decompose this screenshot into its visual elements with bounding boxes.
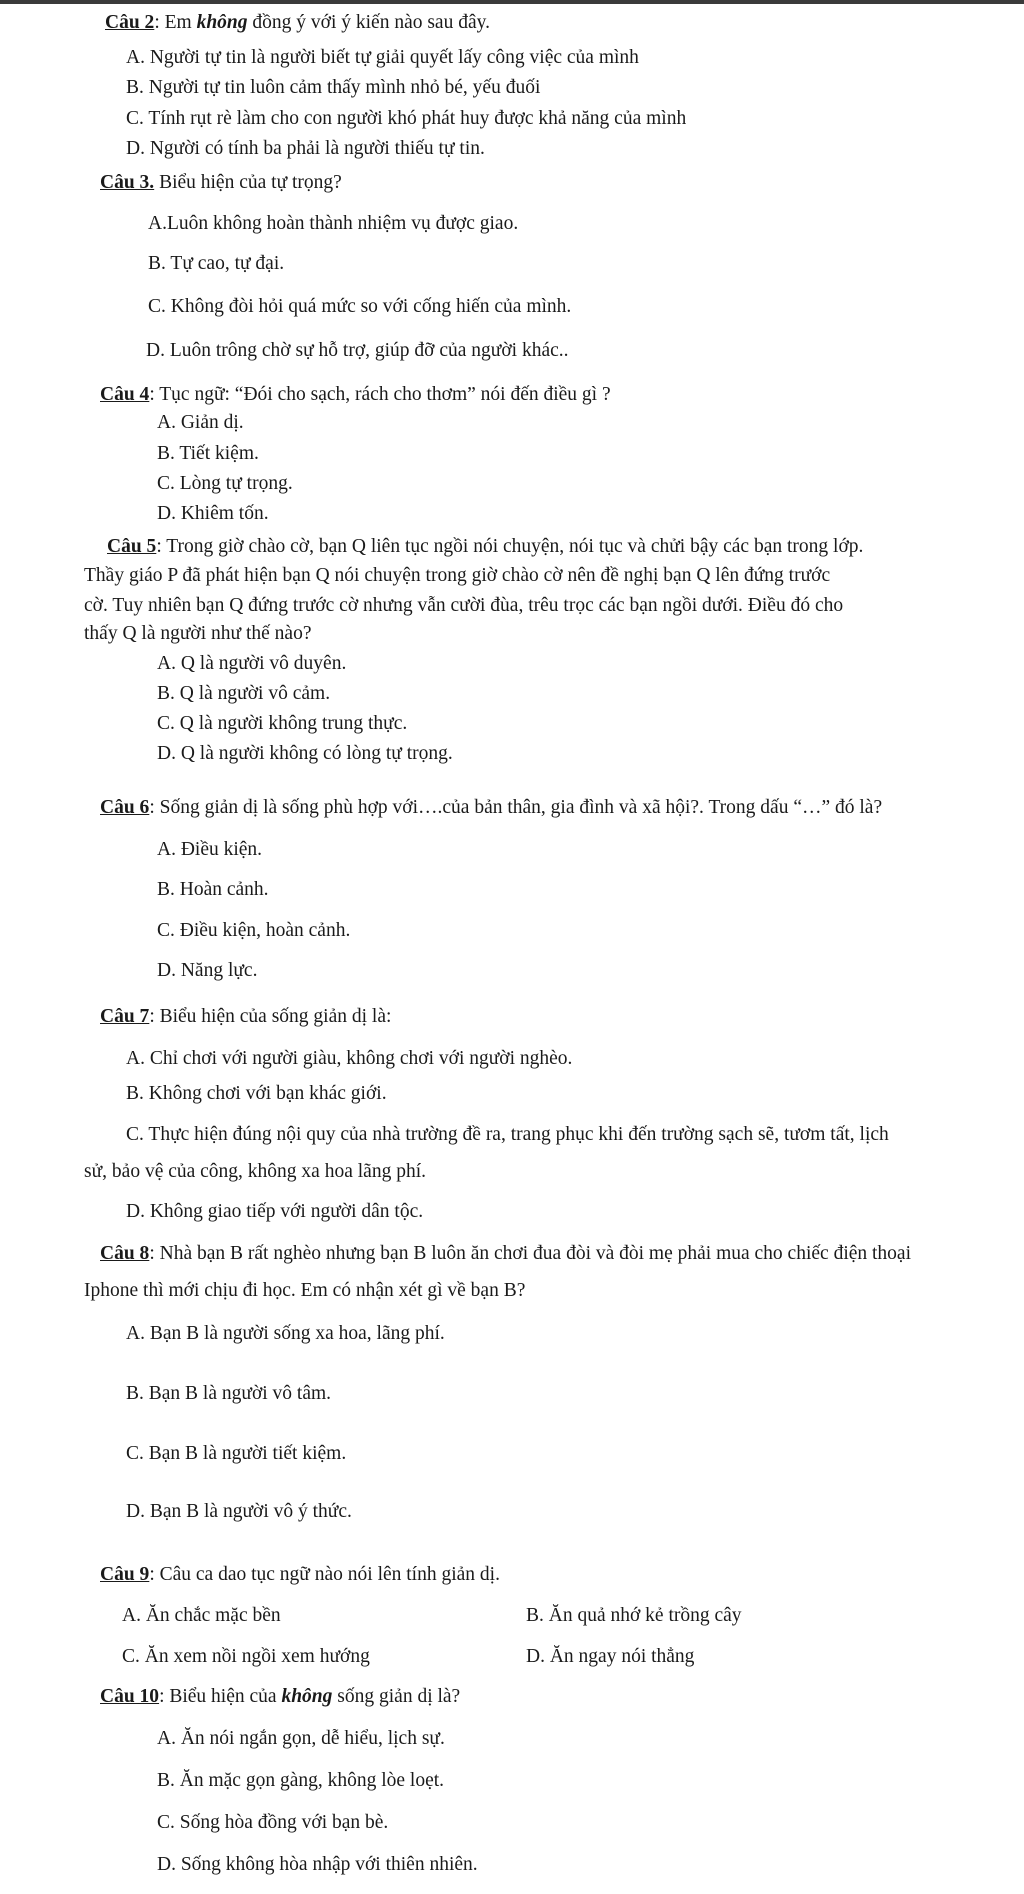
question-5-stem-line-1: Câu 5: Trong giờ chào cờ, bạn Q liên tục ngồi nói chuyện, nói tục và chửi bậy các bạn trong lớp. bbox=[107, 536, 864, 557]
question-3-option-b: B. Tự cao, tự đại. bbox=[148, 253, 285, 274]
top-border bbox=[0, 0, 1024, 4]
question-4-option-c: C. Lòng tự trọng. bbox=[157, 473, 293, 494]
emphasis-word: không bbox=[196, 12, 248, 33]
question-7-option-c-continued: sử, bảo vệ của công, không xa hoa lãng phí. bbox=[84, 1161, 426, 1182]
question-5-option-a: A. Q là người vô duyên. bbox=[157, 653, 347, 674]
question-3-stem: Câu 3. Biểu hiện của tự trọng? bbox=[100, 172, 342, 193]
question-6-stem: Câu 6: Sống giản dị là sống phù hợp với….của bản thân, gia đình và xã hội?. Trong dấu “…” đó là? bbox=[100, 797, 883, 818]
question-label: Câu 3. bbox=[100, 172, 155, 193]
question-5-stem-line-2: Thầy giáo P đã phát hiện bạn Q nói chuyện trong giờ chào cờ nên đề nghị bạn Q lên đứng trước bbox=[84, 565, 831, 586]
question-5-stem-line-4: thấy Q là người như thế nào? bbox=[84, 623, 312, 644]
question-label: Câu 9 bbox=[100, 1564, 150, 1585]
question-5-option-b: B. Q là người vô cảm. bbox=[157, 683, 331, 704]
question-8-option-c: C. Bạn B là người tiết kiệm. bbox=[126, 1443, 347, 1464]
question-6-option-d: D. Năng lực. bbox=[157, 960, 258, 981]
question-8-stem-line-2: Iphone thì mới chịu đi học. Em có nhận xét gì về bạn B? bbox=[84, 1280, 526, 1301]
question-2-option-b: B. Người tự tin luôn cảm thấy mình nhỏ bé, yếu đuối bbox=[126, 77, 541, 98]
question-9-option-a: A. Ăn chắc mặc bền bbox=[122, 1605, 281, 1626]
question-2-option-a: A. Người tự tin là người biết tự giải quyết lấy công việc của mình bbox=[126, 47, 639, 68]
question-2-stem: Câu 2: Em không đồng ý với ý kiến nào sau đây. bbox=[105, 12, 490, 33]
question-4-option-a: A. Giản dị. bbox=[157, 412, 244, 433]
question-5-option-c: C. Q là người không trung thực. bbox=[157, 713, 408, 734]
question-label: Câu 4 bbox=[100, 384, 150, 405]
question-3-option-c: C. Không đòi hỏi quá mức so với cống hiến của mình. bbox=[148, 296, 572, 317]
question-label: Câu 7 bbox=[100, 1006, 150, 1027]
question-9-option-d: D. Ăn ngay nói thẳng bbox=[526, 1646, 695, 1667]
question-10-option-a: A. Ăn nói ngắn gọn, dễ hiểu, lịch sự. bbox=[157, 1728, 445, 1749]
question-6-option-c: C. Điều kiện, hoàn cảnh. bbox=[157, 920, 351, 941]
question-8-stem-line-1: Câu 8: Nhà bạn B rất nghèo nhưng bạn B luôn ăn chơi đua đòi và đòi mẹ phải mua cho chiếc điện thoại bbox=[100, 1243, 912, 1264]
question-10-option-b: B. Ăn mặc gọn gàng, không lòe loẹt. bbox=[157, 1770, 445, 1791]
question-2-option-c: C. Tính rụt rè làm cho con người khó phát huy được khả năng của mình bbox=[126, 108, 687, 129]
question-5-option-d: D. Q là người không có lòng tự trọng. bbox=[157, 743, 453, 764]
question-4-option-d: D. Khiêm tốn. bbox=[157, 503, 269, 524]
question-8-option-a: A. Bạn B là người sống xa hoa, lãng phí. bbox=[126, 1323, 445, 1344]
question-label: Câu 2 bbox=[105, 12, 155, 33]
question-9-option-b: B. Ăn quả nhớ kẻ trồng cây bbox=[526, 1605, 742, 1626]
question-label: Câu 10 bbox=[100, 1686, 160, 1707]
question-label: Câu 6 bbox=[100, 797, 150, 818]
question-label: Câu 8 bbox=[100, 1243, 150, 1264]
question-8-option-b: B. Bạn B là người vô tâm. bbox=[126, 1383, 332, 1404]
question-label: Câu 5 bbox=[107, 536, 157, 557]
question-10-option-d: D. Sống không hòa nhập với thiên nhiên. bbox=[157, 1854, 478, 1875]
question-8-option-d: D. Bạn B là người vô ý thức. bbox=[126, 1501, 352, 1522]
question-6-option-b: B. Hoàn cảnh. bbox=[157, 879, 269, 900]
question-5-stem-line-3: cờ. Tuy nhiên bạn Q đứng trước cờ nhưng vẫn cười đùa, trêu trọc các bạn ngồi dưới. Điều đó cho bbox=[84, 595, 844, 616]
emphasis-word: không bbox=[281, 1686, 333, 1707]
question-3-option-a: A.Luôn không hoàn thành nhiệm vụ được giao. bbox=[148, 213, 519, 234]
question-2-option-d: D. Người có tính ba phải là người thiếu tự tin. bbox=[126, 138, 485, 159]
question-7-option-d: D. Không giao tiếp với người dân tộc. bbox=[126, 1201, 424, 1222]
question-7-option-b: B. Không chơi với bạn khác giới. bbox=[126, 1083, 387, 1104]
question-6-option-a: A. Điều kiện. bbox=[157, 839, 263, 860]
question-9-stem: Câu 9: Câu ca dao tục ngữ nào nói lên tính giản dị. bbox=[100, 1564, 500, 1585]
question-7-option-a: A. Chỉ chơi với người giàu, không chơi với người nghèo. bbox=[126, 1048, 573, 1069]
question-4-option-b: B. Tiết kiệm. bbox=[157, 443, 259, 464]
question-7-option-c: C. Thực hiện đúng nội quy của nhà trường đề ra, trang phục khi đến trường sạch sẽ, tươm tất, lịch bbox=[126, 1124, 889, 1145]
question-9-option-c: C. Ăn xem nồi ngồi xem hướng bbox=[122, 1646, 370, 1667]
question-4-stem: Câu 4: Tục ngữ: “Đói cho sạch, rách cho thơm” nói đến điều gì ? bbox=[100, 384, 611, 405]
question-7-stem: Câu 7: Biểu hiện của sống giản dị là: bbox=[100, 1006, 392, 1027]
question-10-option-c: C. Sống hòa đồng với bạn bè. bbox=[157, 1812, 389, 1833]
question-3-option-d: D. Luôn trông chờ sự hỗ trợ, giúp đỡ của người khác.. bbox=[146, 340, 569, 361]
question-10-stem: Câu 10: Biểu hiện của không sống giản dị là? bbox=[100, 1686, 461, 1707]
